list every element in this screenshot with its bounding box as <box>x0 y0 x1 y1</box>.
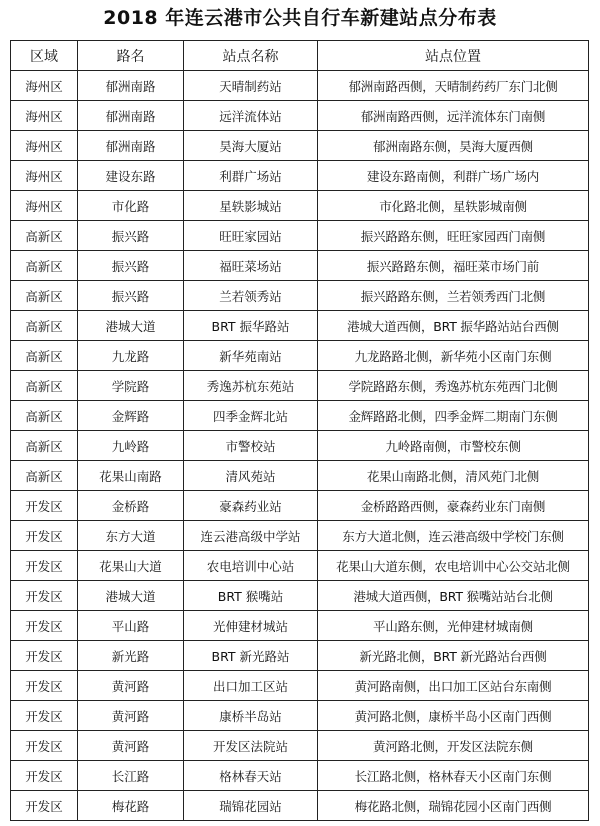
table-row <box>11 551 589 581</box>
cell-station-location: 建设东路南侧，利群广场广场内 <box>318 161 589 191</box>
cell-station-location: 郁洲南路西侧，天晴制药药厂东门北侧 <box>318 71 589 101</box>
cell-road: 新光路 <box>78 641 184 671</box>
cell-district: 开发区 <box>11 581 78 611</box>
cell-station-name: 昊海大厦站 <box>184 131 318 161</box>
cell-station-name: 康桥半岛站 <box>184 701 318 731</box>
cell-road: 港城大道 <box>78 311 184 341</box>
cell-station-name: 天晴制药站 <box>184 71 318 101</box>
cell-road: 东方大道 <box>78 521 184 551</box>
table-row <box>11 431 589 461</box>
cell-road: 黄河路 <box>78 731 184 761</box>
table-row <box>11 71 589 101</box>
table-row <box>11 581 589 611</box>
table-row <box>11 611 589 641</box>
cell-station-name: 豪森药业站 <box>184 491 318 521</box>
cell-road: 黄河路 <box>78 671 184 701</box>
cell-station-name: 格林春天站 <box>184 761 318 791</box>
cell-station-name: 出口加工区站 <box>184 671 318 701</box>
cell-road: 花果山南路 <box>78 461 184 491</box>
cell-district: 海州区 <box>11 161 78 191</box>
cell-district: 开发区 <box>11 491 78 521</box>
cell-station-name: 秀逸苏杭东苑站 <box>184 371 318 401</box>
table-row <box>11 251 589 281</box>
cell-road: 花果山大道 <box>78 551 184 581</box>
table-row <box>11 641 589 671</box>
cell-road: 黄河路 <box>78 701 184 731</box>
cell-road: 港城大道 <box>78 581 184 611</box>
cell-station-location: 振兴路路东侧，福旺菜市场门前 <box>318 251 589 281</box>
table-row <box>11 281 589 311</box>
cell-station-location: 金桥路路西侧，豪森药业东门南侧 <box>318 491 589 521</box>
cell-station-location: 梅花路北侧，瑞锦花园小区南门西侧 <box>318 791 589 821</box>
cell-station-name: BRT 新光路站 <box>184 641 318 671</box>
cell-road: 郁洲南路 <box>78 71 184 101</box>
cell-station-name: 清风苑站 <box>184 461 318 491</box>
cell-station-name: BRT 猴嘴站 <box>184 581 318 611</box>
cell-station-location: 平山路东侧，光伸建材城南侧 <box>318 611 589 641</box>
table-body <box>11 71 589 821</box>
cell-road: 金辉路 <box>78 401 184 431</box>
table-row <box>11 221 589 251</box>
cell-road: 郁洲南路 <box>78 101 184 131</box>
table-row <box>11 761 589 791</box>
cell-station-name: BRT 振华路站 <box>184 311 318 341</box>
table-row <box>11 161 589 191</box>
table-row <box>11 341 589 371</box>
cell-district: 高新区 <box>11 281 78 311</box>
cell-station-name: 新华苑南站 <box>184 341 318 371</box>
cell-station-location: 花果山大道东侧，农电培训中心公交站北侧 <box>318 551 589 581</box>
cell-district: 高新区 <box>11 431 78 461</box>
cell-district: 开发区 <box>11 521 78 551</box>
cell-station-location: 黄河路北侧，康桥半岛小区南门西侧 <box>318 701 589 731</box>
cell-road: 建设东路 <box>78 161 184 191</box>
table-row <box>11 791 589 821</box>
cell-station-name: 光伸建材城站 <box>184 611 318 641</box>
cell-station-name: 开发区法院站 <box>184 731 318 761</box>
cell-road: 振兴路 <box>78 221 184 251</box>
cell-station-name: 农电培训中心站 <box>184 551 318 581</box>
cell-district: 开发区 <box>11 761 78 791</box>
cell-district: 海州区 <box>11 71 78 101</box>
table-row <box>11 101 589 131</box>
cell-station-name: 兰若领秀站 <box>184 281 318 311</box>
cell-station-location: 港城大道西侧，BRT 猴嘴站站台北侧 <box>318 581 589 611</box>
cell-district: 高新区 <box>11 401 78 431</box>
cell-district: 开发区 <box>11 611 78 641</box>
cell-district: 开发区 <box>11 791 78 821</box>
cell-road: 梅花路 <box>78 791 184 821</box>
header-road: 路名 <box>78 41 184 71</box>
cell-road: 振兴路 <box>78 281 184 311</box>
cell-station-location: 振兴路路东侧，旺旺家园西门南侧 <box>318 221 589 251</box>
cell-road: 学院路 <box>78 371 184 401</box>
cell-station-location: 九龙路路北侧，新华苑小区南门东侧 <box>318 341 589 371</box>
cell-station-name: 市警校站 <box>184 431 318 461</box>
table-row <box>11 521 589 551</box>
cell-station-location: 黄河路南侧，出口加工区站台东南侧 <box>318 671 589 701</box>
cell-station-name: 连云港高级中学站 <box>184 521 318 551</box>
cell-station-location: 郁洲南路西侧，远洋流体东门南侧 <box>318 101 589 131</box>
cell-station-location: 黄河路北侧，开发区法院东侧 <box>318 731 589 761</box>
cell-district: 海州区 <box>11 131 78 161</box>
header-location: 站点位置 <box>318 41 589 71</box>
cell-station-location: 长江路北侧，格林春天小区南门东侧 <box>318 761 589 791</box>
cell-road: 平山路 <box>78 611 184 641</box>
cell-station-name: 瑞锦花园站 <box>184 791 318 821</box>
cell-road: 金桥路 <box>78 491 184 521</box>
cell-station-location: 学院路路东侧，秀逸苏杭东苑西门北侧 <box>318 371 589 401</box>
cell-station-name: 四季金辉北站 <box>184 401 318 431</box>
table-row <box>11 311 589 341</box>
cell-district: 海州区 <box>11 191 78 221</box>
cell-road: 市化路 <box>78 191 184 221</box>
cell-station-name: 利群广场站 <box>184 161 318 191</box>
table-row <box>11 191 589 221</box>
cell-station-location: 花果山南路北侧，清风苑门北侧 <box>318 461 589 491</box>
cell-road: 九龙路 <box>78 341 184 371</box>
cell-district: 开发区 <box>11 671 78 701</box>
cell-station-name: 远洋流体站 <box>184 101 318 131</box>
cell-station-location: 新光路北侧，BRT 新光路站台西侧 <box>318 641 589 671</box>
cell-district: 海州区 <box>11 101 78 131</box>
cell-road: 振兴路 <box>78 251 184 281</box>
cell-district: 高新区 <box>11 371 78 401</box>
table-row <box>11 731 589 761</box>
table-row <box>11 671 589 701</box>
cell-district: 高新区 <box>11 341 78 371</box>
cell-station-location: 金辉路路北侧，四季金辉二期南门东侧 <box>318 401 589 431</box>
table-row <box>11 491 589 521</box>
cell-district: 高新区 <box>11 221 78 251</box>
table-row <box>11 701 589 731</box>
table-row <box>11 131 589 161</box>
cell-district: 开发区 <box>11 641 78 671</box>
cell-station-location: 东方大道北侧，连云港高级中学校门东侧 <box>318 521 589 551</box>
table-row <box>11 371 589 401</box>
table-header-row <box>11 41 589 71</box>
table-row <box>11 401 589 431</box>
cell-station-name: 旺旺家园站 <box>184 221 318 251</box>
cell-road: 长江路 <box>78 761 184 791</box>
cell-district: 高新区 <box>11 311 78 341</box>
header-district: 区域 <box>11 41 78 71</box>
cell-road: 九岭路 <box>78 431 184 461</box>
cell-district: 高新区 <box>11 251 78 281</box>
table-row <box>11 461 589 491</box>
cell-district: 开发区 <box>11 551 78 581</box>
cell-station-location: 九岭路南侧，市警校东侧 <box>318 431 589 461</box>
station-table <box>10 40 589 821</box>
cell-station-location: 振兴路路东侧，兰若领秀西门北侧 <box>318 281 589 311</box>
cell-district: 高新区 <box>11 461 78 491</box>
cell-station-name: 福旺菜场站 <box>184 251 318 281</box>
header-station: 站点名称 <box>184 41 318 71</box>
cell-road: 郁洲南路 <box>78 131 184 161</box>
cell-station-location: 市化路北侧，星轶影城南侧 <box>318 191 589 221</box>
page-title: 2018 年连云港市公共自行车新建站点分布表 <box>103 7 497 29</box>
cell-district: 开发区 <box>11 701 78 731</box>
cell-district: 开发区 <box>11 731 78 761</box>
cell-station-location: 郁洲南路东侧，昊海大厦西侧 <box>318 131 589 161</box>
cell-station-name: 星轶影城站 <box>184 191 318 221</box>
cell-station-location: 港城大道西侧，BRT 振华路站站台西侧 <box>318 311 589 341</box>
